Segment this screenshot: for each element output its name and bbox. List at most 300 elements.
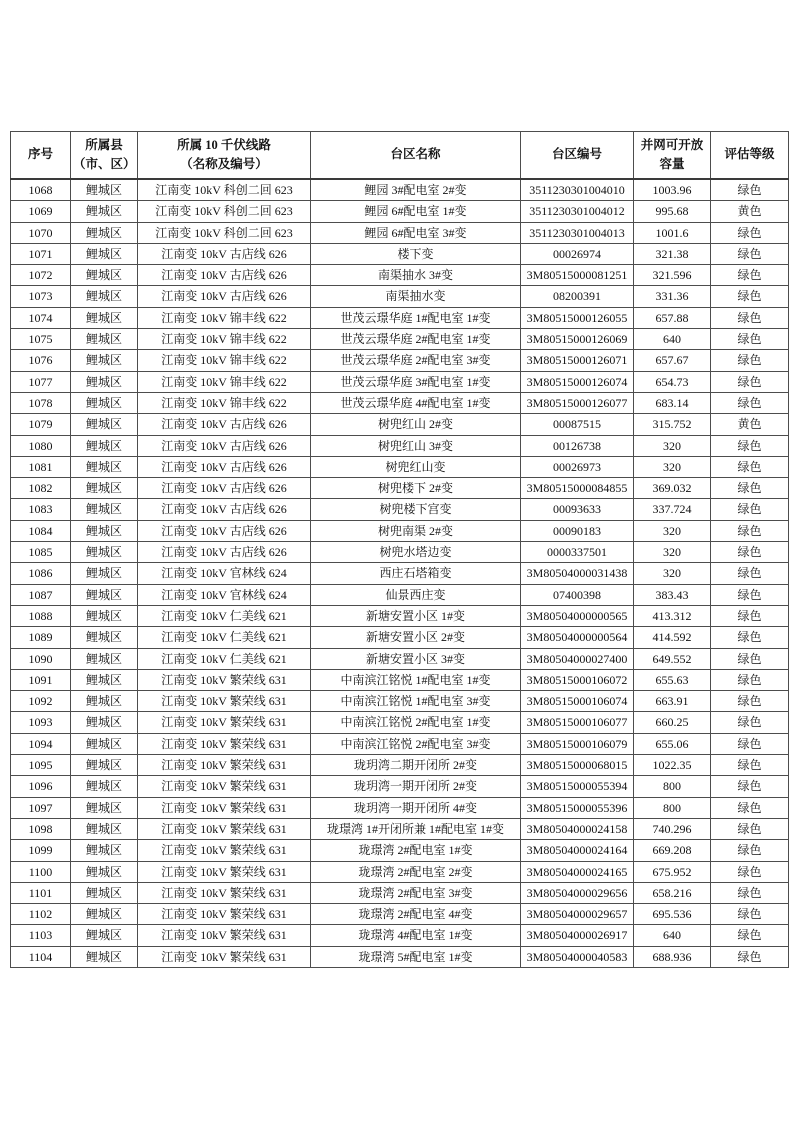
cell-seq: 1082 (11, 478, 71, 499)
cell-line: 江南变 10kV 繁荣线 631 (138, 840, 311, 861)
cell-district: 鲤城区 (71, 478, 138, 499)
cell-district: 鲤城区 (71, 201, 138, 222)
cell-capacity: 669.208 (634, 840, 711, 861)
cell-station_code: 3M80504000000565 (521, 605, 634, 626)
cell-seq: 1090 (11, 648, 71, 669)
cell-seq: 1076 (11, 350, 71, 371)
cell-station_name: 珑璟湾 4#配电室 1#变 (311, 925, 521, 946)
cell-district: 鲤城区 (71, 669, 138, 690)
table-row (11, 797, 789, 818)
cell-grade: 绿色 (711, 350, 789, 371)
cell-station_name: 世茂云璟华庭 2#配电室 3#变 (311, 350, 521, 371)
cell-capacity: 657.67 (634, 350, 711, 371)
table-row (11, 691, 789, 712)
table-row (11, 925, 789, 946)
cell-capacity: 800 (634, 776, 711, 797)
cell-seq: 1102 (11, 904, 71, 925)
table-row (11, 520, 789, 541)
table-row (11, 350, 789, 371)
table-header-row (11, 132, 789, 180)
cell-station_name: 珑璟湾 2#配电室 2#变 (311, 861, 521, 882)
table-row (11, 861, 789, 882)
cell-capacity: 657.88 (634, 307, 711, 328)
cell-station_name: 中南滨江铭悦 2#配电室 3#变 (311, 733, 521, 754)
cell-district: 鲤城区 (71, 925, 138, 946)
cell-seq: 1068 (11, 179, 71, 201)
cell-capacity: 995.68 (634, 201, 711, 222)
cell-district: 鲤城区 (71, 712, 138, 733)
cell-station_name: 中南滨江铭悦 2#配电室 1#变 (311, 712, 521, 733)
cell-capacity: 320 (634, 435, 711, 456)
column-header-capacity-line: 容量 (659, 157, 685, 171)
table-row (11, 584, 789, 605)
cell-station_code: 3511230301004012 (521, 201, 634, 222)
cell-seq: 1100 (11, 861, 71, 882)
cell-station_name: 珑玥湾一期开闭所 4#变 (311, 797, 521, 818)
cell-grade: 绿色 (711, 265, 789, 286)
table-row (11, 818, 789, 839)
cell-seq: 1080 (11, 435, 71, 456)
cell-line: 江南变 10kV 锦丰线 622 (138, 329, 311, 350)
cell-line: 江南变 10kV 繁荣线 631 (138, 755, 311, 776)
cell-station_code: 3M80504000029657 (521, 904, 634, 925)
cell-station_code: 3M80515000126077 (521, 392, 634, 413)
cell-line: 江南变 10kV 锦丰线 622 (138, 350, 311, 371)
cell-seq: 1093 (11, 712, 71, 733)
cell-line: 江南变 10kV 官林线 624 (138, 563, 311, 584)
column-header-district-line: （市、区） (73, 157, 136, 171)
station-capacity-table (10, 131, 789, 968)
cell-line: 江南变 10kV 古店线 626 (138, 243, 311, 264)
cell-capacity: 369.032 (634, 478, 711, 499)
table-row (11, 627, 789, 648)
cell-seq: 1078 (11, 392, 71, 413)
cell-line: 江南变 10kV 繁荣线 631 (138, 861, 311, 882)
column-header-district-line: 所属县 (85, 137, 123, 152)
cell-capacity: 320 (634, 542, 711, 563)
table-row (11, 414, 789, 435)
cell-seq: 1079 (11, 414, 71, 435)
cell-grade: 绿色 (711, 861, 789, 882)
table-row (11, 563, 789, 584)
cell-station_code: 3M80515000055396 (521, 797, 634, 818)
cell-district: 鲤城区 (71, 414, 138, 435)
cell-capacity: 740.296 (634, 818, 711, 839)
cell-district: 鲤城区 (71, 499, 138, 520)
cell-capacity: 320 (634, 520, 711, 541)
column-header-line-line: （名称及编号） (180, 157, 268, 171)
cell-seq: 1085 (11, 542, 71, 563)
cell-capacity: 321.596 (634, 265, 711, 286)
column-header-grade-line: 评估等级 (724, 147, 775, 162)
cell-line: 江南变 10kV 科创二回 623 (138, 179, 311, 201)
cell-station_code: 3M80504000024164 (521, 840, 634, 861)
cell-seq: 1071 (11, 243, 71, 264)
cell-capacity: 800 (634, 797, 711, 818)
cell-district: 鲤城区 (71, 179, 138, 201)
cell-station_name: 南渠抽水变 (311, 286, 521, 307)
cell-station_name: 中南滨江铭悦 1#配电室 1#变 (311, 669, 521, 690)
cell-line: 江南变 10kV 繁荣线 631 (138, 818, 311, 839)
cell-grade: 绿色 (711, 712, 789, 733)
table-row (11, 307, 789, 328)
column-header-seq (11, 132, 71, 180)
cell-district: 鲤城区 (71, 755, 138, 776)
cell-district: 鲤城区 (71, 840, 138, 861)
cell-station_code: 3M80504000024158 (521, 818, 634, 839)
cell-line: 江南变 10kV 官林线 624 (138, 584, 311, 605)
cell-station_name: 楼下变 (311, 243, 521, 264)
cell-station_name: 树兜红山 2#变 (311, 414, 521, 435)
cell-capacity: 640 (634, 329, 711, 350)
cell-station_name: 新塘安置小区 1#变 (311, 605, 521, 626)
cell-grade: 绿色 (711, 563, 789, 584)
cell-capacity: 414.592 (634, 627, 711, 648)
cell-line: 江南变 10kV 古店线 626 (138, 435, 311, 456)
table-row (11, 605, 789, 626)
cell-district: 鲤城区 (71, 222, 138, 243)
cell-station_code: 3M80515000126074 (521, 371, 634, 392)
table-row (11, 265, 789, 286)
table-row (11, 542, 789, 563)
cell-grade: 绿色 (711, 499, 789, 520)
cell-capacity: 655.63 (634, 669, 711, 690)
cell-station_name: 中南滨江铭悦 1#配电室 3#变 (311, 691, 521, 712)
cell-district: 鲤城区 (71, 627, 138, 648)
table-row (11, 669, 789, 690)
cell-line: 江南变 10kV 古店线 626 (138, 520, 311, 541)
cell-capacity: 688.936 (634, 946, 711, 967)
table-header (11, 132, 789, 180)
cell-line: 江南变 10kV 繁荣线 631 (138, 669, 311, 690)
cell-capacity: 640 (634, 925, 711, 946)
table-row (11, 243, 789, 264)
cell-line: 江南变 10kV 古店线 626 (138, 414, 311, 435)
cell-capacity: 337.724 (634, 499, 711, 520)
cell-line: 江南变 10kV 古店线 626 (138, 542, 311, 563)
column-header-station_code (521, 132, 634, 180)
table-row (11, 329, 789, 350)
cell-station_code: 3M80515000084855 (521, 478, 634, 499)
cell-station_code: 3M80515000106074 (521, 691, 634, 712)
cell-seq: 1074 (11, 307, 71, 328)
cell-capacity: 660.25 (634, 712, 711, 733)
table-row (11, 435, 789, 456)
cell-seq: 1089 (11, 627, 71, 648)
cell-line: 江南变 10kV 锦丰线 622 (138, 371, 311, 392)
cell-line: 江南变 10kV 繁荣线 631 (138, 776, 311, 797)
cell-seq: 1101 (11, 882, 71, 903)
table-row (11, 499, 789, 520)
cell-grade: 绿色 (711, 222, 789, 243)
cell-station_name: 珑玥湾二期开闭所 2#变 (311, 755, 521, 776)
cell-grade: 绿色 (711, 669, 789, 690)
table-row (11, 776, 789, 797)
cell-district: 鲤城区 (71, 286, 138, 307)
cell-seq: 1097 (11, 797, 71, 818)
cell-grade: 绿色 (711, 904, 789, 925)
cell-grade: 绿色 (711, 329, 789, 350)
table-row (11, 946, 789, 967)
cell-station_code: 3M80515000106072 (521, 669, 634, 690)
cell-line: 江南变 10kV 古店线 626 (138, 456, 311, 477)
table-row (11, 392, 789, 413)
cell-capacity: 663.91 (634, 691, 711, 712)
cell-station_code: 00026974 (521, 243, 634, 264)
cell-seq: 1096 (11, 776, 71, 797)
cell-seq: 1070 (11, 222, 71, 243)
cell-station_code: 00026973 (521, 456, 634, 477)
cell-station_name: 新塘安置小区 2#变 (311, 627, 521, 648)
cell-station_code: 3M80515000068015 (521, 755, 634, 776)
cell-grade: 绿色 (711, 478, 789, 499)
cell-line: 江南变 10kV 古店线 626 (138, 265, 311, 286)
cell-station_code: 00087515 (521, 414, 634, 435)
cell-grade: 绿色 (711, 797, 789, 818)
cell-station_name: 珑玥湾一期开闭所 2#变 (311, 776, 521, 797)
cell-grade: 绿色 (711, 818, 789, 839)
cell-station_name: 鲤园 6#配电室 1#变 (311, 201, 521, 222)
cell-line: 江南变 10kV 仁美线 621 (138, 627, 311, 648)
cell-district: 鲤城区 (71, 350, 138, 371)
cell-grade: 绿色 (711, 776, 789, 797)
cell-line: 江南变 10kV 科创二回 623 (138, 201, 311, 222)
cell-grade: 绿色 (711, 755, 789, 776)
cell-capacity: 649.552 (634, 648, 711, 669)
cell-capacity: 655.06 (634, 733, 711, 754)
cell-seq: 1095 (11, 755, 71, 776)
cell-grade: 绿色 (711, 627, 789, 648)
cell-district: 鲤城区 (71, 733, 138, 754)
cell-station_name: 世茂云璟华庭 1#配电室 1#变 (311, 307, 521, 328)
cell-line: 江南变 10kV 古店线 626 (138, 478, 311, 499)
cell-district: 鲤城区 (71, 243, 138, 264)
cell-seq: 1091 (11, 669, 71, 690)
cell-station_code: 3511230301004013 (521, 222, 634, 243)
cell-line: 江南变 10kV 繁荣线 631 (138, 712, 311, 733)
cell-station_name: 世茂云璟华庭 4#配电室 1#变 (311, 392, 521, 413)
table-row (11, 222, 789, 243)
cell-capacity: 1022.35 (634, 755, 711, 776)
cell-district: 鲤城区 (71, 691, 138, 712)
cell-station_name: 树兜红山变 (311, 456, 521, 477)
cell-seq: 1083 (11, 499, 71, 520)
cell-station_name: 珑璟湾 5#配电室 1#变 (311, 946, 521, 967)
cell-station_code: 3M80515000106077 (521, 712, 634, 733)
cell-capacity: 413.312 (634, 605, 711, 626)
cell-station_code: 00090183 (521, 520, 634, 541)
cell-station_code: 3M80515000106079 (521, 733, 634, 754)
cell-grade: 绿色 (711, 243, 789, 264)
cell-grade: 绿色 (711, 542, 789, 563)
cell-station_code: 07400398 (521, 584, 634, 605)
table-row (11, 648, 789, 669)
cell-station_code: 3511230301004010 (521, 179, 634, 201)
cell-seq: 1081 (11, 456, 71, 477)
cell-station_name: 世茂云璟华庭 2#配电室 1#变 (311, 329, 521, 350)
table-row (11, 733, 789, 754)
cell-seq: 1069 (11, 201, 71, 222)
column-header-line-line: 所属 10 千伏线路 (177, 137, 271, 152)
cell-capacity: 654.73 (634, 371, 711, 392)
cell-station_name: 珑璟湾 2#配电室 4#变 (311, 904, 521, 925)
cell-station_code: 0000337501 (521, 542, 634, 563)
cell-district: 鲤城区 (71, 861, 138, 882)
table-row (11, 840, 789, 861)
cell-station_code: 3M80504000024165 (521, 861, 634, 882)
cell-station_name: 仙景西庄变 (311, 584, 521, 605)
cell-seq: 1073 (11, 286, 71, 307)
cell-seq: 1072 (11, 265, 71, 286)
cell-grade: 绿色 (711, 648, 789, 669)
cell-grade: 绿色 (711, 925, 789, 946)
cell-grade: 绿色 (711, 840, 789, 861)
cell-station_name: 世茂云璟华庭 3#配电室 1#变 (311, 371, 521, 392)
cell-district: 鲤城区 (71, 307, 138, 328)
cell-capacity: 383.43 (634, 584, 711, 605)
cell-line: 江南变 10kV 繁荣线 631 (138, 882, 311, 903)
cell-district: 鲤城区 (71, 371, 138, 392)
cell-seq: 1098 (11, 818, 71, 839)
cell-grade: 绿色 (711, 584, 789, 605)
cell-district: 鲤城区 (71, 456, 138, 477)
cell-district: 鲤城区 (71, 605, 138, 626)
cell-station_name: 树兜红山 3#变 (311, 435, 521, 456)
table-row (11, 456, 789, 477)
cell-station_code: 3M80504000026917 (521, 925, 634, 946)
cell-station_code: 08200391 (521, 286, 634, 307)
table-row (11, 179, 789, 201)
table-row (11, 371, 789, 392)
cell-capacity: 695.536 (634, 904, 711, 925)
cell-line: 江南变 10kV 科创二回 623 (138, 222, 311, 243)
cell-line: 江南变 10kV 繁荣线 631 (138, 691, 311, 712)
cell-station_code: 3M80504000029656 (521, 882, 634, 903)
cell-line: 江南变 10kV 繁荣线 631 (138, 904, 311, 925)
table-row (11, 201, 789, 222)
cell-station_name: 珑璟湾 2#配电室 3#变 (311, 882, 521, 903)
cell-line: 江南变 10kV 仁美线 621 (138, 648, 311, 669)
cell-seq: 1086 (11, 563, 71, 584)
cell-district: 鲤城区 (71, 818, 138, 839)
cell-district: 鲤城区 (71, 563, 138, 584)
cell-grade: 绿色 (711, 179, 789, 201)
cell-seq: 1094 (11, 733, 71, 754)
table-row (11, 286, 789, 307)
column-header-grade (711, 132, 789, 180)
cell-capacity: 321.38 (634, 243, 711, 264)
cell-capacity: 1001.6 (634, 222, 711, 243)
cell-grade: 绿色 (711, 691, 789, 712)
cell-district: 鲤城区 (71, 435, 138, 456)
column-header-line (138, 132, 311, 180)
cell-district: 鲤城区 (71, 542, 138, 563)
cell-line: 江南变 10kV 繁荣线 631 (138, 946, 311, 967)
cell-grade: 绿色 (711, 307, 789, 328)
cell-seq: 1087 (11, 584, 71, 605)
cell-grade: 绿色 (711, 286, 789, 307)
cell-line: 江南变 10kV 古店线 626 (138, 286, 311, 307)
cell-station_code: 3M80515000081251 (521, 265, 634, 286)
column-header-district (71, 132, 138, 180)
table-row (11, 904, 789, 925)
column-header-capacity-line: 并网可开放 (640, 137, 704, 152)
table-row (11, 882, 789, 903)
cell-capacity: 675.952 (634, 861, 711, 882)
cell-district: 鲤城区 (71, 329, 138, 350)
cell-line: 江南变 10kV 锦丰线 622 (138, 392, 311, 413)
cell-district: 鲤城区 (71, 648, 138, 669)
cell-grade: 绿色 (711, 392, 789, 413)
cell-line: 江南变 10kV 繁荣线 631 (138, 797, 311, 818)
table-row (11, 755, 789, 776)
table-row (11, 712, 789, 733)
cell-station_name: 南渠抽水 3#变 (311, 265, 521, 286)
column-header-seq-line: 序号 (27, 147, 53, 162)
cell-station_code: 3M80504000027400 (521, 648, 634, 669)
cell-capacity: 320 (634, 456, 711, 477)
cell-station_name: 西庄石塔箱变 (311, 563, 521, 584)
cell-station_code: 3M80515000126069 (521, 329, 634, 350)
cell-capacity: 1003.96 (634, 179, 711, 201)
cell-grade: 绿色 (711, 520, 789, 541)
cell-station_name: 鲤园 3#配电室 2#变 (311, 179, 521, 201)
cell-seq: 1104 (11, 946, 71, 967)
cell-station_name: 新塘安置小区 3#变 (311, 648, 521, 669)
cell-capacity: 331.36 (634, 286, 711, 307)
cell-district: 鲤城区 (71, 392, 138, 413)
cell-station_code: 3M80504000040583 (521, 946, 634, 967)
cell-district: 鲤城区 (71, 584, 138, 605)
cell-district: 鲤城区 (71, 520, 138, 541)
cell-seq: 1103 (11, 925, 71, 946)
cell-station_name: 珑璟湾 1#开闭所兼 1#配电室 1#变 (311, 818, 521, 839)
cell-grade: 绿色 (711, 733, 789, 754)
cell-line: 江南变 10kV 锦丰线 622 (138, 307, 311, 328)
column-header-station_code-line: 台区编号 (551, 147, 602, 162)
cell-station_code: 3M80515000055394 (521, 776, 634, 797)
cell-district: 鲤城区 (71, 904, 138, 925)
cell-station_name: 鲤园 6#配电室 3#变 (311, 222, 521, 243)
cell-station_name: 树兜楼下 2#变 (311, 478, 521, 499)
cell-seq: 1077 (11, 371, 71, 392)
cell-grade: 绿色 (711, 371, 789, 392)
cell-grade: 绿色 (711, 456, 789, 477)
cell-seq: 1088 (11, 605, 71, 626)
cell-grade: 黄色 (711, 201, 789, 222)
cell-grade: 绿色 (711, 605, 789, 626)
cell-capacity: 683.14 (634, 392, 711, 413)
table-row (11, 478, 789, 499)
cell-district: 鲤城区 (71, 265, 138, 286)
cell-district: 鲤城区 (71, 946, 138, 967)
cell-station_code: 00093633 (521, 499, 634, 520)
table-body (11, 179, 789, 967)
cell-line: 江南变 10kV 繁荣线 631 (138, 925, 311, 946)
cell-seq: 1084 (11, 520, 71, 541)
cell-seq: 1099 (11, 840, 71, 861)
cell-seq: 1075 (11, 329, 71, 350)
cell-grade: 黄色 (711, 414, 789, 435)
cell-capacity: 658.216 (634, 882, 711, 903)
cell-district: 鲤城区 (71, 882, 138, 903)
cell-station_code: 00126738 (521, 435, 634, 456)
cell-grade: 绿色 (711, 435, 789, 456)
cell-station_name: 珑璟湾 2#配电室 1#变 (311, 840, 521, 861)
cell-capacity: 320 (634, 563, 711, 584)
cell-district: 鲤城区 (71, 797, 138, 818)
column-header-capacity (634, 132, 711, 180)
